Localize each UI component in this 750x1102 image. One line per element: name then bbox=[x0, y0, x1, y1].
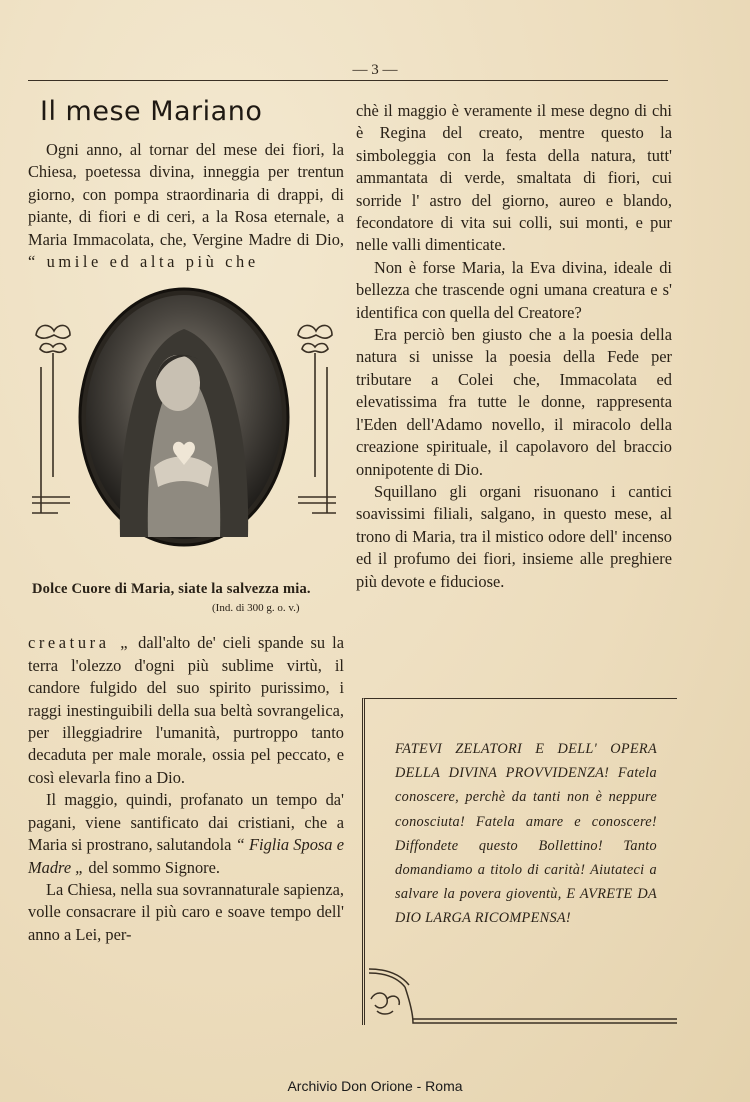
madonna-illustration bbox=[28, 287, 344, 547]
madonna-portrait bbox=[80, 289, 288, 545]
paragraph-intro bbox=[28, 139, 344, 273]
paragraph-regina: chè il maggio è veramente il mese degno di chi è Regina del creato, mentre questo la simboleggia con la festa della natura, tutt' ammantata di verde, smaltata di fiori, cui sorride l' astro del giorno, aureo e blando, fecondatore di vita sui colli, sui monti, e pur nelle valli dimenticate. bbox=[356, 101, 672, 255]
quote-creatura: creatura „ bbox=[28, 633, 132, 653]
paragraph-intro-text: Ogni anno, al tornar del mese dei fiori, la Chiesa, poetessa divina, inneggia per trentun giorno, con pompa straordinaria di drappi, di piante, di fiori e di ceri, a la Rosa eternale, a Maria Immacolata, che, Vergine Madre di Dio, bbox=[28, 140, 344, 249]
appeal-text: FATEVI ZELATORI E DELL' OPERA DELLA DIVINA PROVVIDENZA! Fatela conoscere, perchè da tanti non è neppure conosciuta! Fatela amare e conoscere! Diffondete questo Bollettino! Tanto domandiamo a titolo di carità! Aiutateci a salvare la povera gioventù, E AVRETE DA DIO LARGA RICOMPENSA! bbox=[395, 741, 657, 927]
paragraph-creatura bbox=[28, 632, 344, 789]
paragraph-chiesa: La Chiesa, nella sua sovrannaturale sapienza, volle consacrare il più caro e soave tempo dell' anno a Lei, per- bbox=[28, 879, 344, 944]
left-column-continued bbox=[28, 632, 344, 946]
paragraph-maggio bbox=[28, 789, 344, 879]
paragraph-organi: Squillano gli organi risuonano i cantici soavissimi filiali, salgano, in questo mese, al trono di Maria, tra il mistico odore dell' incenso ed il profumo dei fiori, insieme alle preghiere più devote e fiduciose. bbox=[356, 481, 672, 591]
paragraph-maggio-end: del sommo Signore. bbox=[88, 857, 220, 877]
paragraph-poesia: Era perciò ben giusto che a la poesia della natura si unisse la poesia della Fede per tributare a Colei che, Immacolata ed elevatissima fra tutte le donne, rappresenta l'Eden dell'Adamo novello, il miracolo della creazione spirituale, il capolavoro del braccio onnipotente di Dio. bbox=[356, 325, 672, 479]
paragraph-maggio-text: Il maggio, quindi, profanato un tempo da' pagani, viene santificato dai cristiani, che a Maria si prostrano, salutandola bbox=[28, 790, 344, 855]
left-column bbox=[28, 96, 344, 946]
right-column bbox=[356, 100, 672, 593]
left-floral-ornament bbox=[32, 326, 70, 514]
box-corner-ornament bbox=[365, 963, 677, 1025]
quote-figlia-sposa: “ Figlia Sposa e Madre „ bbox=[28, 835, 344, 877]
paragraph-eva: Non è forse Maria, la Eva divina, ideale di bellezza che trascende ogni umana creatura e s' identifica con quella del Creatore? bbox=[356, 257, 672, 322]
madonna-figure bbox=[28, 287, 344, 577]
indulgence-note: (Ind. di 300 g. o. v.) bbox=[212, 602, 300, 615]
quote-umile: “ umile ed alta più che bbox=[28, 252, 259, 272]
article-title: Il mese Mariano bbox=[40, 96, 263, 127]
page-number: — 3 — bbox=[352, 62, 398, 78]
image-caption: Dolce Cuore di Maria, siate la salvezza mia. bbox=[32, 581, 311, 598]
right-floral-ornament bbox=[298, 326, 336, 514]
appeal-box bbox=[362, 698, 677, 1025]
paragraph-creatura-text: dall'alto de' cieli spande su la terra l'olezzo d'ogni più sublime virtù, il candore fulgido del suo spirito purissimo, i raggi inestinguibili della sua beltà sovrangelica, per illeggiadrire l'umanità, purtroppo tanto decaduta per male morale, ossia pel peccato, e così elevarla fino a Dio. bbox=[28, 633, 344, 787]
header-rule bbox=[28, 80, 668, 81]
archive-footer: Archivio Don Orione - Roma bbox=[287, 1078, 463, 1094]
